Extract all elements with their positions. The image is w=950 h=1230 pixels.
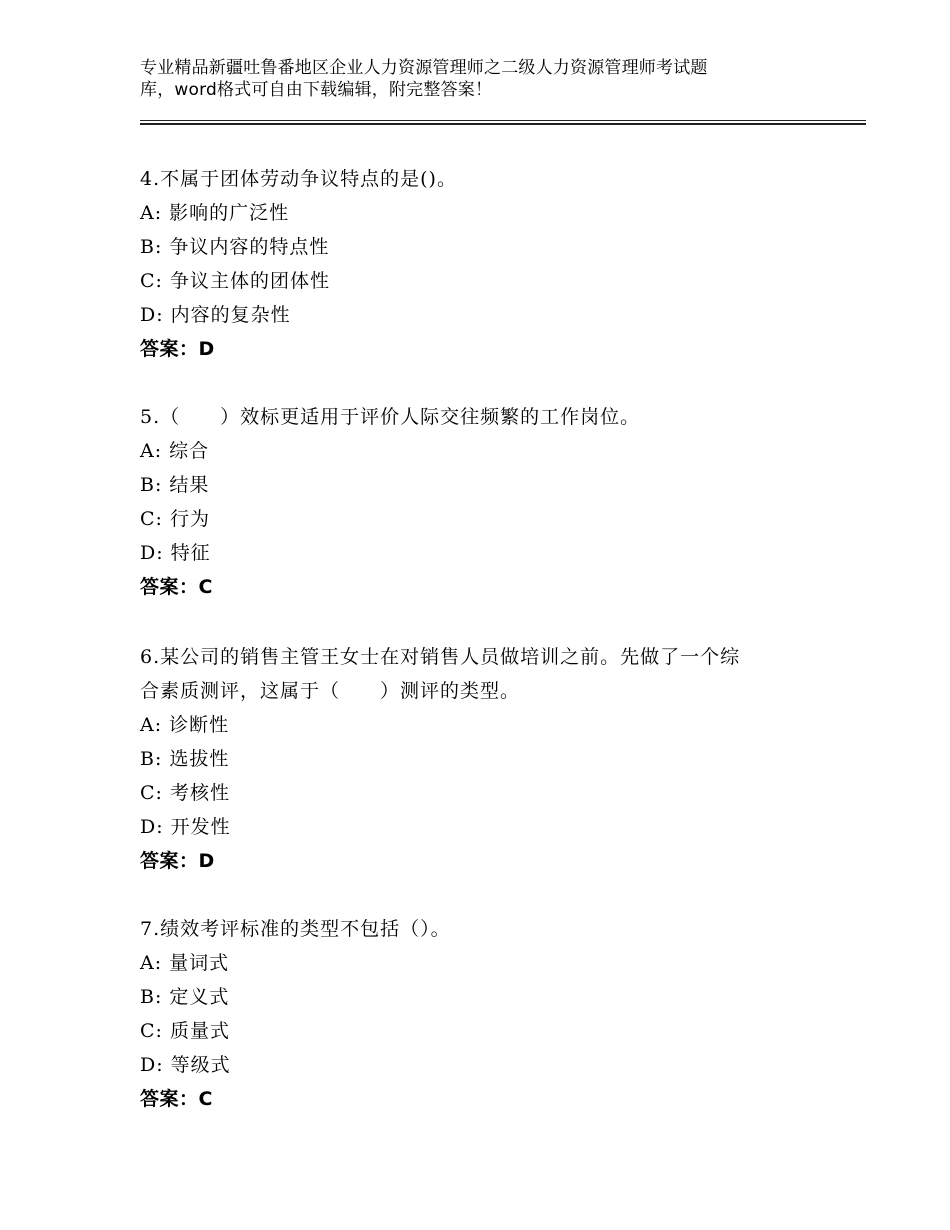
option-b: B: 争议内容的特点性	[140, 236, 330, 258]
header-line-1: 专业精品新疆吐鲁番地区企业人力资源管理师之二级人力资源管理师考试题	[140, 58, 708, 78]
header-line-2: 库，word格式可自由下载编辑，附完整答案！	[140, 80, 493, 100]
question-stem: 5.（ ）效标更适用于评价人际交往频繁的工作岗位。	[140, 406, 641, 428]
answer-label: 答案：C	[140, 1088, 213, 1110]
header-divider-thin	[140, 120, 866, 121]
option-d: D: 内容的复杂性	[140, 304, 291, 326]
option-d: D: 等级式	[140, 1054, 231, 1076]
answer-label: 答案：D	[140, 338, 215, 360]
option-d: D: 开发性	[140, 816, 231, 838]
question-stem: 7.绩效考评标准的类型不包括（）。	[140, 918, 451, 940]
option-c: C: 质量式	[140, 1020, 230, 1042]
option-a: A: 量词式	[140, 952, 230, 974]
option-d: D: 特征	[140, 542, 211, 564]
question-6	[140, 640, 840, 878]
question-5	[140, 400, 840, 604]
option-a: A: 诊断性	[140, 714, 230, 736]
option-c: C: 争议主体的团体性	[140, 270, 330, 292]
question-stem: 4.不属于团体劳动争议特点的是()。	[140, 168, 457, 190]
option-b: B: 结果	[140, 474, 210, 496]
document-header	[140, 57, 800, 101]
option-b: B: 选拔性	[140, 748, 230, 770]
answer-label: 答案：D	[140, 850, 215, 872]
option-b: B: 定义式	[140, 986, 230, 1008]
option-c: C: 行为	[140, 508, 210, 530]
question-7	[140, 912, 840, 1116]
option-a: A: 综合	[140, 440, 210, 462]
option-c: C: 考核性	[140, 782, 230, 804]
answer-label: 答案：C	[140, 576, 213, 598]
option-a: A: 影响的广泛性	[140, 202, 290, 224]
header-divider-thick	[140, 123, 866, 125]
question-stem-line-1: 6.某公司的销售主管王女士在对销售人员做培训之前。先做了一个综	[140, 646, 741, 668]
question-4	[140, 162, 840, 366]
question-stem-line-2: 合素质测评，这属于（ ）测评的类型。	[140, 680, 521, 702]
